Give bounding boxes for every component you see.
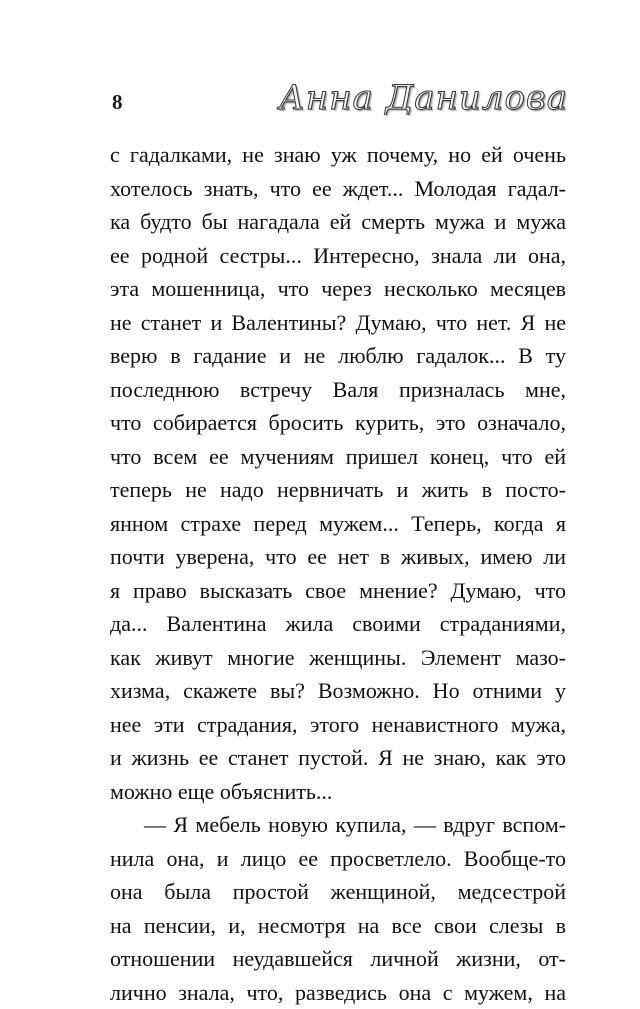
text-line: нее эти страдания, этого ненавистного мужа,	[110, 708, 566, 742]
author-logo: Анна Данилова	[279, 78, 568, 118]
page-body	[110, 138, 566, 1009]
text-line: — Я мебель новую купила, — вдруг вспом-	[110, 808, 566, 842]
page-number: 8	[112, 90, 123, 115]
text-line: лично знала, что, разведись она с мужем, на	[110, 976, 566, 1009]
text-line: не станет и Валентины? Думаю, что нет. Я не	[110, 306, 566, 340]
text-line: хотелось знать, что ее ждет... Молодая гадал-	[110, 172, 566, 206]
text-line: теперь не надо нервничать и жить в посто-	[110, 473, 566, 507]
text-line: да... Валентина жила своими страданиями,	[110, 607, 566, 641]
text-line: нила она, и лицо ее просветлело. Вообще-то	[110, 842, 566, 876]
text-line: можно еще объяснить...	[110, 775, 566, 809]
text-line: на пенсии, и, несмотря на все свои слезы в	[110, 909, 566, 943]
text-line: и жизнь ее станет пустой. Я не знаю, как это	[110, 741, 566, 775]
text-line: отношении неудавшейся личной жизни, от-	[110, 942, 566, 976]
text-line: что собирается бросить курить, это означало,	[110, 406, 566, 440]
page-header	[112, 78, 568, 124]
text-line: ка будто бы нагадала ей смерть мужа и мужа	[110, 205, 566, 239]
text-line: как живут многие женщины. Элемент мазо-	[110, 641, 566, 675]
text-line: эта мошенница, что через несколько месяцев	[110, 272, 566, 306]
text-line: почти уверена, что ее нет в живых, имею ли	[110, 540, 566, 574]
text-line: хизма, скажете вы? Возможно. Но отними у	[110, 674, 566, 708]
text-line: янном страхе перед мужем... Теперь, когда я	[110, 507, 566, 541]
text-line: я право высказать свое мнение? Думаю, что	[110, 574, 566, 608]
text-line: она была простой женщиной, медсестрой	[110, 875, 566, 909]
text-line: с гадалками, не знаю уж почему, но ей очень	[110, 138, 566, 172]
text-line: последнюю встречу Валя призналась мне,	[110, 373, 566, 407]
text-line: ее родной сестры... Интересно, знала ли она,	[110, 239, 566, 273]
text-line: что всем ее мучениям пришел конец, что ей	[110, 440, 566, 474]
text-line: верю в гадание и не люблю гадалок... В ту	[110, 339, 566, 373]
